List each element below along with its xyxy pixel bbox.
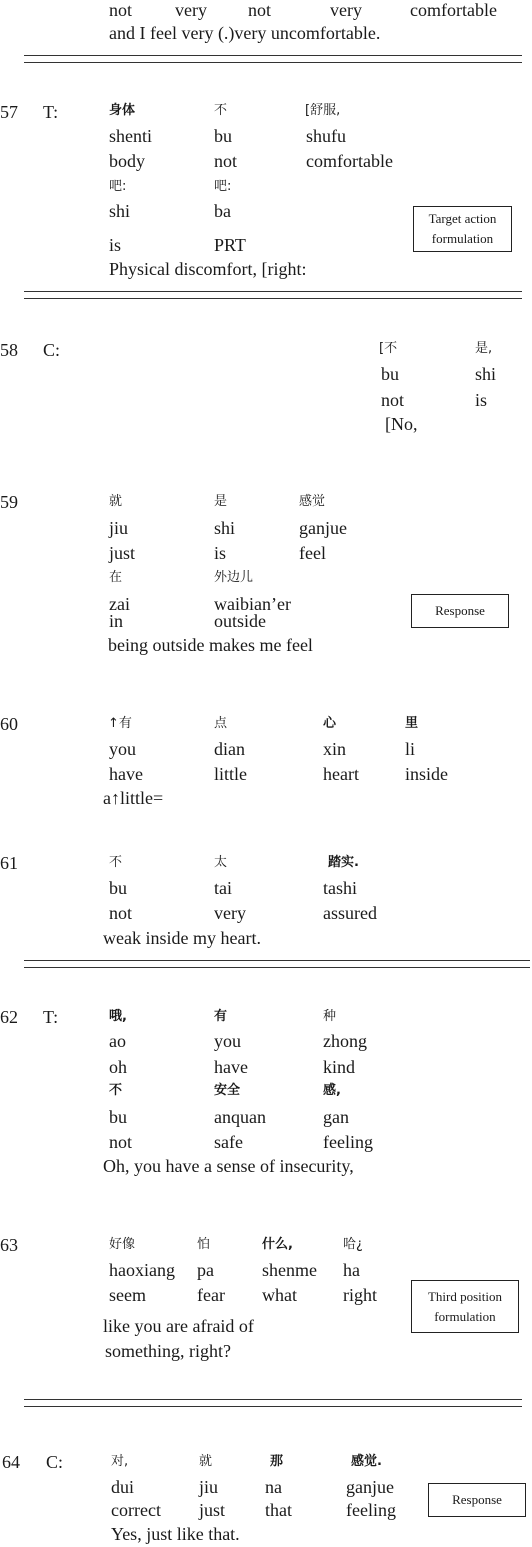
translation: and I feel very (.)very uncomfortable. [109, 23, 381, 43]
translation: being outside makes me feel [108, 635, 313, 655]
gloss: feel [299, 543, 326, 563]
pinyin: bu [381, 364, 399, 384]
separator [24, 55, 522, 63]
translation: [No, [385, 414, 418, 434]
hanzi: 外边儿 [214, 570, 254, 585]
hanzi: 吧: [109, 179, 127, 194]
hanzi: ↑有 [108, 716, 132, 731]
pinyin: ao [109, 1031, 126, 1051]
pinyin: shi [109, 201, 131, 221]
gloss: have [214, 1057, 248, 1077]
pinyin: xin [323, 739, 347, 759]
hanzi: 感觉 [299, 494, 326, 509]
gloss: very [214, 903, 246, 923]
pinyin: you [109, 739, 136, 759]
pinyin: ganjue [346, 1477, 394, 1497]
hanzi: 心 [323, 716, 337, 731]
gloss: what [262, 1285, 297, 1305]
pinyin: zhong [323, 1031, 367, 1051]
line-number: 58 [0, 340, 18, 360]
pinyin: pa [197, 1260, 214, 1280]
gloss: not [109, 903, 133, 923]
line-number: 64 [2, 1452, 20, 1472]
line-number: 63 [0, 1235, 18, 1255]
gloss: not [214, 151, 238, 171]
pinyin: ganjue [299, 518, 347, 538]
hanzi: 身体 [109, 103, 136, 118]
hanzi: 就 [199, 1454, 213, 1469]
gloss: feeling [346, 1500, 396, 1520]
hanzi: 有 [214, 1009, 228, 1024]
gloss: not [109, 1132, 133, 1152]
hanzi: 怕 [197, 1237, 211, 1252]
translation: something, right? [105, 1341, 231, 1361]
hanzi: 就 [109, 494, 123, 509]
gloss: right [343, 1285, 377, 1305]
pinyin: bu [214, 126, 232, 146]
translation: Physical discomfort, [right: [109, 259, 307, 279]
hanzi: 踏实. [328, 855, 359, 870]
line-number: 60 [0, 714, 18, 734]
pinyin: tashi [323, 878, 357, 898]
hanzi: 感觉. [351, 1454, 382, 1469]
speaker: C: [46, 1452, 64, 1472]
annotation-box: Response [428, 1483, 526, 1517]
pinyin: bu [109, 878, 127, 898]
gloss: outside [214, 611, 266, 631]
hanzi: 感, [323, 1083, 341, 1098]
gloss: little [214, 764, 247, 784]
pinyin: li [405, 739, 416, 759]
hanzi: 里 [405, 716, 419, 731]
pinyin: bu [109, 1107, 127, 1127]
gloss: feeling [323, 1132, 373, 1152]
hanzi: 是, [475, 341, 493, 356]
gloss: just [199, 1500, 226, 1520]
pinyin: na [265, 1477, 282, 1497]
pinyin: shi [475, 364, 497, 384]
gloss: seem [109, 1285, 146, 1305]
gloss: have [109, 764, 143, 784]
hanzi: 对, [111, 1454, 129, 1469]
gloss-word: very [175, 0, 207, 20]
pinyin: dui [111, 1477, 135, 1497]
gloss: safe [214, 1132, 243, 1152]
pinyin: ha [343, 1260, 360, 1280]
pinyin: waibian’er [214, 594, 291, 614]
hanzi: 安全 [214, 1083, 241, 1098]
pinyin: anquan [214, 1107, 266, 1127]
translation: a↑little= [103, 788, 164, 808]
pinyin: gan [323, 1107, 349, 1127]
hanzi: 在 [109, 570, 123, 585]
line-number: 59 [0, 492, 18, 512]
pinyin: jiu [109, 518, 129, 538]
hanzi: 什么, [262, 1237, 293, 1252]
gloss: kind [323, 1057, 356, 1077]
gloss: is [214, 543, 227, 563]
gloss: heart [323, 764, 359, 784]
gloss: is [109, 235, 122, 255]
separator [24, 1399, 522, 1407]
speaker: T: [43, 102, 59, 122]
translation: Yes, just like that. [111, 1524, 240, 1544]
gloss: fear [197, 1285, 225, 1305]
hanzi: 哈¿ [343, 1237, 363, 1252]
line-number: 61 [0, 853, 18, 873]
hanzi: 种 [323, 1009, 337, 1024]
hanzi: 哦, [109, 1009, 127, 1024]
hanzi: 吧: [214, 179, 232, 194]
gloss: oh [109, 1057, 127, 1077]
gloss: body [109, 151, 145, 171]
annotation-box: Third position formulation [411, 1280, 519, 1333]
gloss: assured [323, 903, 377, 923]
pinyin: you [214, 1031, 241, 1051]
gloss: PRT [214, 235, 246, 255]
hanzi: 不 [214, 103, 228, 118]
gloss: not [381, 390, 405, 410]
pinyin: dian [214, 739, 245, 759]
hanzi: 不 [109, 1083, 123, 1098]
hanzi: [舒服, [305, 103, 341, 118]
gloss: is [475, 390, 488, 410]
translation: like you are afraid of [103, 1316, 254, 1336]
hanzi: 太 [214, 855, 228, 870]
hanzi: 不 [109, 855, 123, 870]
gloss: comfortable [306, 151, 393, 171]
hanzi: 那 [270, 1454, 284, 1469]
annotation-box: Target action formulation [413, 206, 512, 252]
separator [24, 960, 530, 968]
gloss-word: not [248, 0, 272, 20]
pinyin: shi [214, 518, 236, 538]
hanzi: 是 [214, 494, 228, 509]
pinyin: shenme [262, 1260, 317, 1280]
gloss-word: not [109, 0, 133, 20]
gloss-word: comfortable [410, 0, 497, 20]
speaker: C: [43, 340, 61, 360]
line-number: 57 [0, 102, 18, 122]
gloss: that [265, 1500, 292, 1520]
line-number: 62 [0, 1007, 18, 1027]
speaker: T: [43, 1007, 59, 1027]
pinyin: ba [214, 201, 231, 221]
hanzi: 好像 [109, 1237, 136, 1252]
gloss: correct [111, 1500, 161, 1520]
pinyin: haoxiang [109, 1260, 175, 1280]
pinyin: shufu [306, 126, 346, 146]
pinyin: jiu [199, 1477, 219, 1497]
pinyin: zai [109, 594, 130, 614]
translation: Oh, you have a sense of insecurity, [103, 1156, 354, 1176]
hanzi: 点 [214, 716, 228, 731]
pinyin: tai [214, 878, 232, 898]
pinyin: shenti [109, 126, 152, 146]
hanzi: [不 [379, 341, 398, 356]
gloss: in [109, 611, 124, 631]
gloss: inside [405, 764, 448, 784]
annotation-box: Response [411, 594, 509, 628]
translation: weak inside my heart. [103, 928, 261, 948]
gloss-word: very [330, 0, 362, 20]
gloss: just [109, 543, 136, 563]
separator [24, 291, 522, 299]
